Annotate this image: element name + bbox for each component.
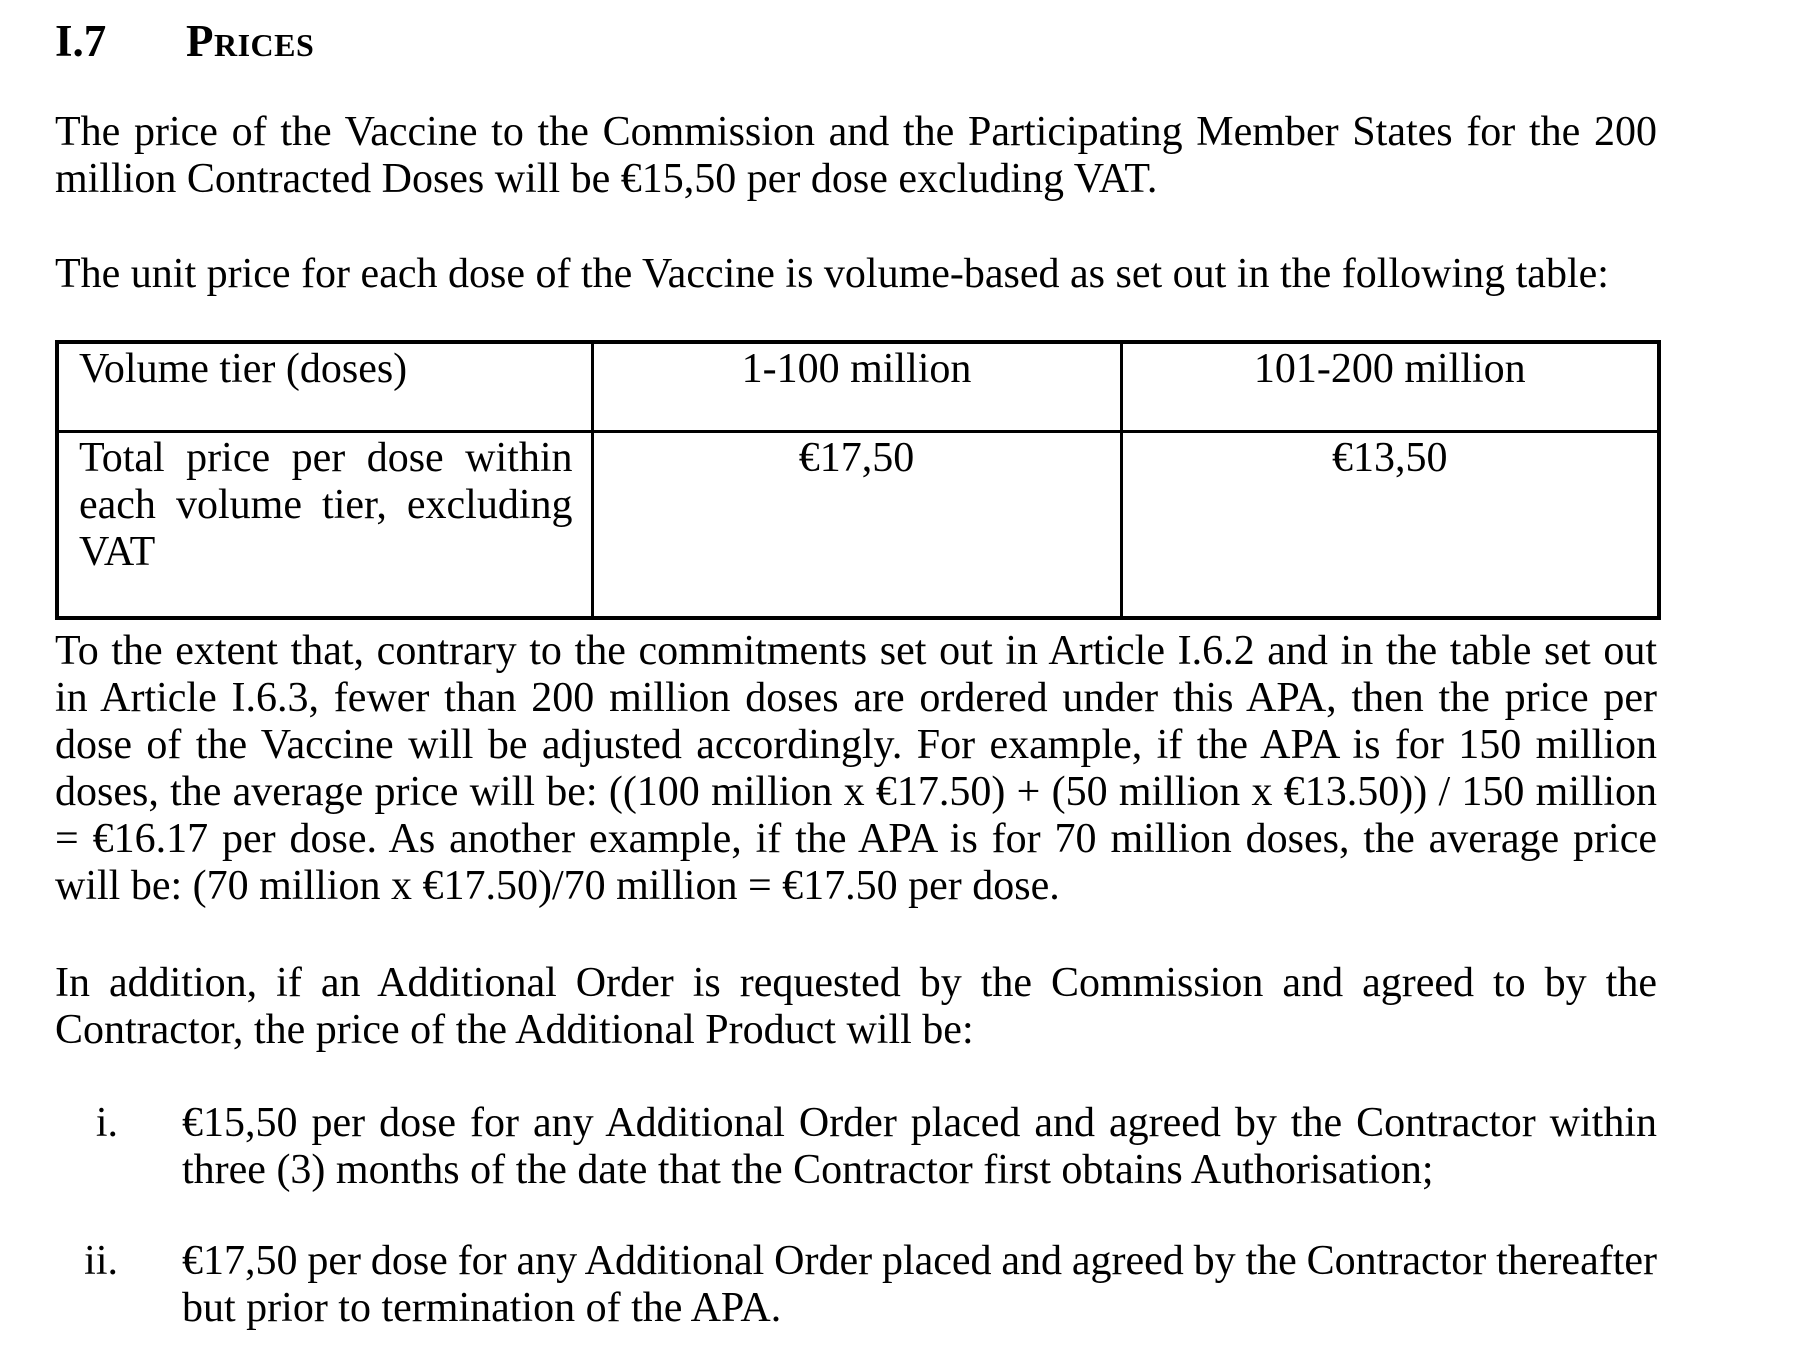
text-line: = €16.17 per dose. As another example, if the APA is for 70 million doses, the average price <box>55 816 1657 862</box>
table-header-tier-101-200: 101-200 million <box>1121 342 1659 432</box>
list-item-ii <box>55 1238 1657 1332</box>
list-item-i-text <box>182 1100 1657 1194</box>
table-cell-price-tier-2: €13,50 <box>1121 432 1659 619</box>
list-marker-i: i. <box>95 1100 118 1146</box>
section-number: I.7 <box>55 16 107 66</box>
table-header-volume-tier: Volume tier (doses) <box>57 342 592 432</box>
text-line: Total price per dose within <box>79 435 573 481</box>
text-line: million Contracted Doses will be €15,50 per dose excluding VAT. <box>55 156 1158 202</box>
paragraph-price <box>55 109 1657 203</box>
text-line: Contractor, the price of the Additional Product will be: <box>55 1007 974 1053</box>
table-header-row <box>57 342 1659 432</box>
text-line: VAT <box>79 529 156 575</box>
paragraph-unit-price <box>55 251 1657 298</box>
text-line: The price of the Vaccine to the Commission and the Participating Member States for the 200 <box>55 109 1657 155</box>
table-header-tier-1-100: 1-100 million <box>592 342 1121 432</box>
text-line: doses, the average price will be: ((100 million x €17.50) + (50 million x €13.50)) / 150 million <box>55 769 1657 815</box>
text-line: will be: (70 million x €17.50)/70 million = €17.50 per dose. <box>55 863 1060 909</box>
price-table <box>55 340 1661 620</box>
paragraph-adjustment <box>55 628 1657 910</box>
text-line: The unit price for each dose of the Vaccine is volume-based as set out in the following table: <box>55 251 1609 297</box>
list-item-i <box>55 1100 1657 1194</box>
table-data-row <box>57 432 1659 619</box>
text-line: in Article I.6.3, fewer than 200 million doses are ordered under this APA, then the price per <box>55 675 1657 721</box>
text-line: three (3) months of the date that the Contractor first obtains Authorisation; <box>182 1147 1434 1193</box>
text-line: dose of the Vaccine will be adjusted accordingly. For example, if the APA is for 150 million <box>55 722 1657 768</box>
paragraph-additional-order <box>55 960 1657 1054</box>
list-item-ii-text <box>182 1238 1657 1332</box>
text-line: In addition, if an Additional Order is requested by the Commission and agreed to by the <box>55 960 1657 1006</box>
table-cell-row-label <box>57 432 592 619</box>
table-cell-price-tier-1: €17,50 <box>592 432 1121 619</box>
text-line: To the extent that, contrary to the commitments set out in Article I.6.2 and in the table set out <box>55 628 1657 674</box>
text-line: but prior to termination of the APA. <box>182 1285 782 1331</box>
section-heading <box>55 17 1657 65</box>
text-line: €17,50 per dose for any Additional Order placed and agreed by the Contractor thereafter <box>182 1238 1657 1284</box>
text-line: €15,50 per dose for any Additional Order placed and agreed by the Contractor within <box>182 1100 1657 1146</box>
section-title: Prices <box>186 16 315 66</box>
text-line: each volume tier, excluding <box>79 482 573 528</box>
list-marker-ii: ii. <box>84 1238 118 1284</box>
